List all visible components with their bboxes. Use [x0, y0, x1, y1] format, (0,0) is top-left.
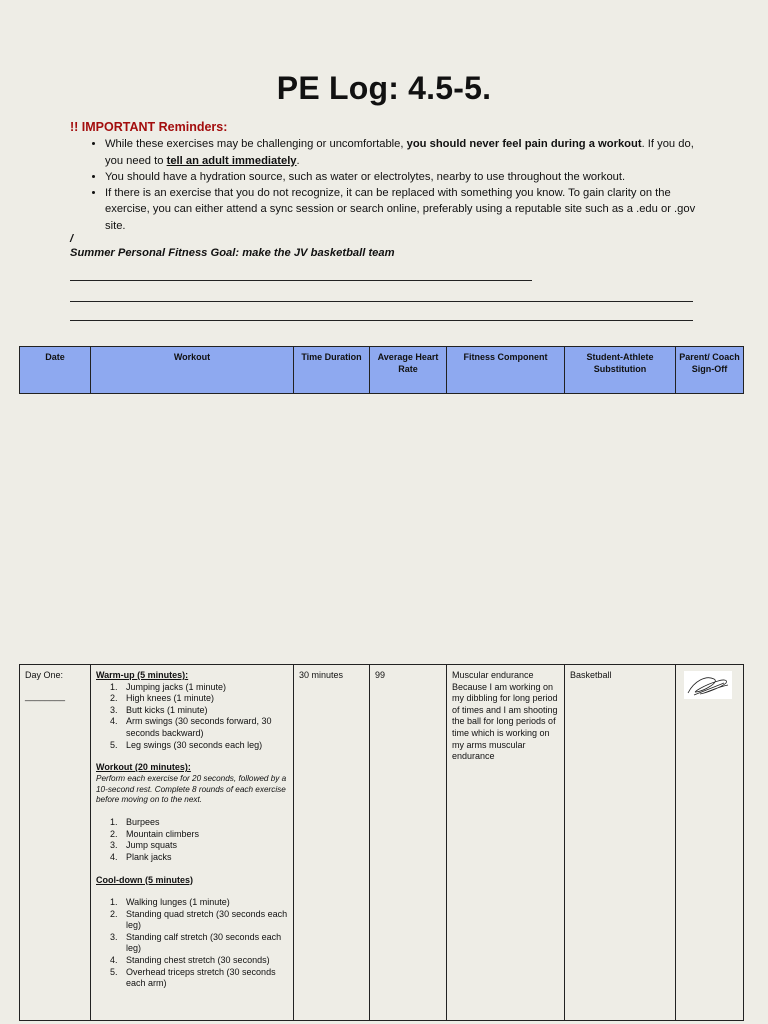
list-item: 2. Mountain climbers	[120, 829, 288, 841]
reminder-item: • While these exercises may be challenging or uncomfortable, you should never feel pain during a workout. If you do, you need to tell an adult immediately.	[105, 136, 700, 169]
warmup-title: Warm-up (5 minutes):	[96, 670, 189, 680]
header-heart-rate: Average Heart Rate	[370, 347, 447, 394]
list-item: 2. Standing quad stretch (30 seconds each leg)	[120, 909, 288, 932]
reminder-item: • If there is an exercise that you do not recognize, it can be replaced with something you know. To gain clarity on the exercise, you can either attend a sync session or search online, preferably using a reputable site such as a .edu or .gov site.	[105, 185, 700, 234]
table-header-row	[20, 347, 744, 394]
list-item: 1. Walking lunges (1 minute)	[120, 897, 288, 909]
log-table-header	[19, 346, 744, 394]
header-time-duration: Time Duration	[294, 347, 370, 394]
reminder-item: • You should have a hydration source, such as water or electrolytes, nearby to use throughout the workout.	[105, 169, 700, 185]
answer-line	[70, 280, 532, 281]
header-date: Date	[20, 347, 91, 394]
header-sign-off: Parent/ Coach Sign-Off	[676, 347, 744, 394]
workout-list	[96, 817, 288, 863]
workout-cell	[91, 665, 294, 1021]
workout-note: Perform each exercise for 20 seconds, followed by a 10-second rest. Complete 8 rounds of each exercise before moving on to the next.	[96, 773, 287, 805]
workout-title: Workout (20 minutes):	[96, 762, 191, 773]
list-item: 4. Arm swings (30 seconds forward, 30 seconds backward)	[120, 716, 288, 739]
reminders-list	[70, 136, 700, 234]
signature-image	[684, 671, 732, 699]
list-item: 2. High knees (1 minute)	[120, 693, 288, 705]
list-item: 3. Standing calf stretch (30 seconds each leg)	[120, 932, 288, 955]
page-title: PE Log: 4.5-5.	[276, 70, 492, 106]
warmup-list	[96, 682, 288, 752]
list-item: 5. Leg swings (30 seconds each leg)	[120, 740, 288, 752]
list-item: 1. Burpees	[120, 817, 288, 829]
header-substitution: Student-Athlete Substitution	[565, 347, 676, 394]
reminders-section	[70, 119, 700, 234]
date-cell	[20, 665, 91, 1021]
heart-rate-cell: 99	[370, 665, 447, 1021]
list-item: 3. Jump squats	[120, 840, 288, 852]
reminders-heading: !! IMPORTANT Reminders:	[70, 120, 228, 134]
header-fitness-component: Fitness Component	[447, 347, 565, 394]
stray-mark: /	[70, 233, 74, 245]
substitution-cell: Basketball	[565, 665, 676, 1021]
log-table-body	[19, 664, 744, 1021]
cooldown-list	[96, 897, 288, 990]
date-blank: ________	[25, 690, 66, 701]
table-row	[20, 665, 744, 1021]
list-item: 5. Overhead triceps stretch (30 seconds each arm)	[120, 967, 288, 990]
time-duration-cell: 30 minutes	[294, 665, 370, 1021]
fitness-goal: Summer Personal Fitness Goal: make the JV basketball team	[70, 247, 395, 259]
date-label: Day One:	[25, 670, 64, 680]
answer-line	[70, 320, 693, 321]
list-item: 3. Butt kicks (1 minute)	[120, 705, 288, 717]
cooldown-title: Cool-down (5 minutes)	[96, 874, 193, 885]
list-item: 4. Plank jacks	[120, 852, 288, 864]
list-item: 4. Standing chest stretch (30 seconds)	[120, 955, 288, 967]
fitness-component-cell: Muscular endurance Because I am working on my dibbling for long period of times and I am shooting the ball for long periods of time which is working on my arms muscular endurance	[447, 665, 565, 1021]
sign-off-cell	[676, 665, 744, 1021]
list-item: 1. Jumping jacks (1 minute)	[120, 682, 288, 694]
answer-line	[70, 301, 693, 302]
header-workout: Workout	[91, 347, 294, 394]
